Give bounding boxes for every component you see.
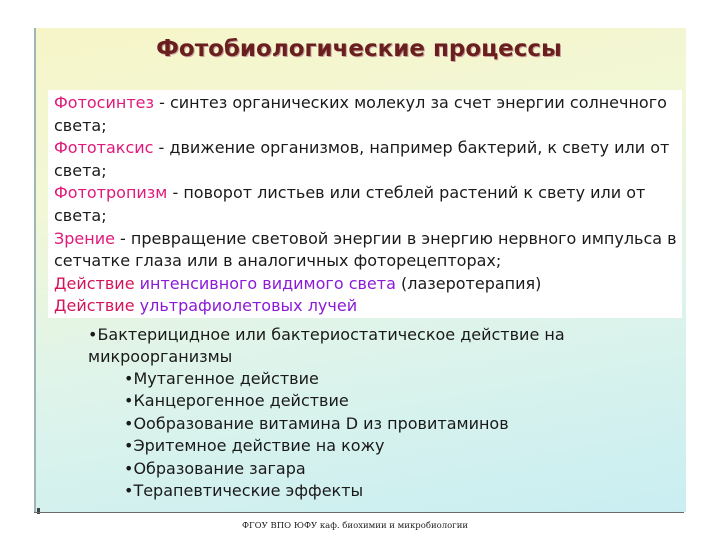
definitions-text — [54, 92, 678, 318]
action-highlight: интенсивного видимого света — [139, 273, 396, 293]
definition-text: - превращение световой энергии в энергию нервного импульса в сетчатке глаза или в аналогичных фоторецепторах; — [54, 228, 677, 271]
list-item: •Эритемное действие на кожу — [124, 436, 385, 456]
list-item: •Терапевтические эффекты — [124, 481, 364, 501]
definition-term: Фототаксис — [54, 138, 154, 158]
definition-text: - движение организмов, например бактерий, к свету или от света; — [54, 138, 670, 180]
action-suffix: (лазеротерапия) — [395, 273, 542, 293]
list-item: •Ообразование витамина D из провитаминов — [124, 413, 509, 433]
definition-text: - синтез органических молекул за счет энергии солнечного света; — [54, 93, 667, 135]
definition-item — [54, 137, 678, 182]
definition-item — [54, 182, 678, 227]
definition-term: Фотосинтез — [54, 93, 154, 112]
definition-term: Фототропизм — [54, 183, 168, 203]
action-line — [54, 273, 678, 296]
list-item: •Мутагенное действие — [124, 369, 319, 388]
definition-item — [54, 92, 678, 137]
action-line — [54, 295, 678, 318]
definition-term: Зрение — [54, 228, 115, 248]
definition-text: - поворот листьев или стеблей растений к свету или от света; — [54, 183, 646, 225]
definition-item — [54, 228, 678, 273]
footer-text: ФГОУ ВПО ЮФУ каф. биохимии и микробиологии — [242, 521, 469, 531]
list-item: •Образование загара — [124, 458, 306, 478]
slide-title: Фотобиологические процессы — [156, 36, 562, 62]
footer-divider — [34, 512, 684, 513]
effects-list — [124, 368, 509, 502]
action-prefix: Действие — [54, 296, 140, 316]
effects-intro: •Бактерицидное или бактериостатическое действие на микроорганизмы — [88, 325, 565, 366]
action-highlight: ультрафиолетовых лучей — [139, 296, 358, 316]
action-prefix: Действие — [54, 273, 140, 293]
slide-corner-marker — [37, 508, 40, 514]
list-item: •Канцерогенное действие — [124, 391, 349, 411]
